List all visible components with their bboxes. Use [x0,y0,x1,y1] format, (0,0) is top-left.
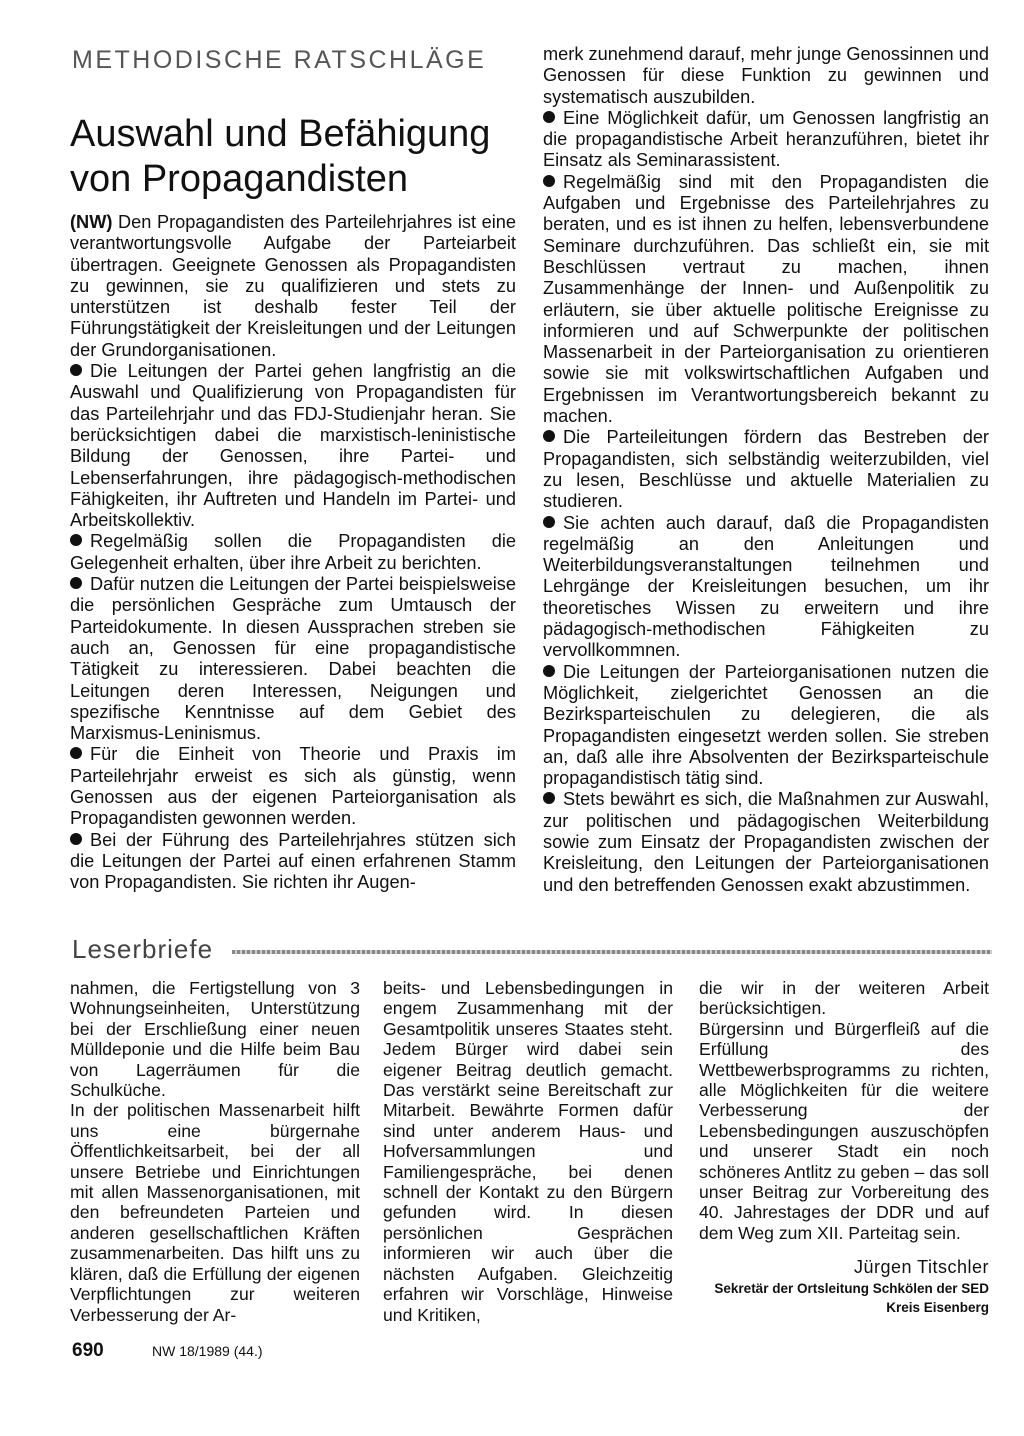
bullet-paragraph: Sie achten auch darauf, daß die Propagandisten regelmäßig an den Anleitungen und Weiterbildungsveranstaltungen teilnehmen und Lehrgänge der Kreisleitungen besuchen, um ihr theoretisches Wissen zu erweitern und ihre pädagogisch-methodischen Fähigkeiten zu vervollkommnen. [543,512,989,661]
lead-tag: (NW) [70,212,113,232]
bullet-icon [70,577,82,589]
bullet-paragraph: Die Leitungen der Partei gehen langfristig an die Auswahl und Qualifizierung von Propagandisten für das Parteilehrjahr und das FDJ-Studienjahr heran. Sie berücksichtigen dabei die marxistisch-leninistische Bildung der Genossen, ihre Partei- und Lebenserfahrungen, ihre pädagogisch-methodischen Fähigkeiten, ihr Auftreten und Handeln im Partei- und Arbeitskollektiv. [70,361,516,531]
bullet-icon [543,430,555,442]
signature-name: Jürgen Titschler [853,1257,989,1278]
bullet-icon [70,747,82,759]
letters-section-label: Leserbriefe [72,934,214,964]
article-column-right [543,44,989,896]
bullet-icon [70,833,82,845]
article-headline: Auswahl und Befähigung von Propagandisten [70,113,491,200]
bullet-paragraph: Dafür nutzen die Leitungen der Partei beispielsweise die persönlichen Gespräche zum Umtausch der Parteidokumente. In diesen Aussprachen streben sie auch an, Genossen für eine propagandistische Tätigkeit zu interessieren. Dabei beachten die Leitungen deren Interessen, Neigungen und spezifische Kenntnisse auf dem Gebiet des Marxismus-Leninismus. [70,574,516,744]
bullet-icon [70,364,82,376]
article-column-left [70,212,516,894]
section-kicker: METHODISCHE RATSCHLÄGE [72,46,487,74]
bullet-icon [543,175,555,187]
bullet-icon [543,516,555,528]
bullet-paragraph: Regelmäßig sind mit den Propagandisten die Aufgaben und Ergebnisse des Parteilehrjahres zu beraten, und es ist ihnen zu helfen, lebensverbundene Seminare durchzuführen. Das schließt ein, sie mit Beschlüssen vertraut zu machen, ihnen Zusammenhänge der Innen- und Außenpolitik zu erläutern, sie über aktuelle politische Ereignisse zu informieren und auf Schwerpunkte der politischen Massenarbeit in der Parteiorganisation zu orientieren sowie sie mit volkswirtschaftlichen Aufgaben und Ergebnissen im Verantwortungsbereich bekannt zu machen. [543,171,989,427]
signature-role: Sekretär der Ortsleitung Schkölen der SED [714,1280,989,1296]
continuation-paragraph: merk zunehmend darauf, mehr junge Genossinnen und Genossen für diese Funktion zu gewinnen und systematisch auszubilden. [543,44,989,107]
article-intro [70,212,516,361]
intro-text: Den Propagandisten des Parteilehrjahres ist eine verantwortungsvolle Aufgabe der Parteiarbeit übertragen. Geeignete Genossen als Propagandisten zu gewinnen, sie zu qualifizieren und stets zu unterstützen ist deshalb fester Teil der Führungstätigkeit der Kreisleitungen und der Leitungen der Grundorganisationen. [70,212,516,360]
letters-column-1: nahmen, die Fertigstellung von 3 Wohnungseinheiten, Unterstützung bei der Erschließung einer neuen Mülldeponie und die Hilfe beim Bau von Lagerräumen für die Schulküche. In der politischen Massenarbeit hilft uns eine bürgernahe Öffentlichkeitsarbeit, bei der all unsere Betriebe und Einrichtungen mit allen Massenorganisationen, mit den befreundeten Parteien und anderen gesellschaftlichen Kräften zusammenarbeiten. Das hilft uns zu klären, daß die Erfüllung der eigenen Verpflichtungen zur weiteren Verbesserung der Ar- [70,978,360,1325]
letters-column-2: beits- und Lebensbedingungen in engem Zusammenhang mit der Gesamtpolitik unseres Staates steht. Jedem Bürger wird dabei sein eigener Beitrag deutlich gemacht. Das verstärkt seine Bereitschaft zur Mitarbeit. Bewährte Formen dafür sind unter anderem Haus- und Hofversammlungen und Familiengespräche, bei denen schnell der Kontakt zu den Bürgern gefunden wird. In diesen persönlichen Gesprächen informieren wir auch über die nächsten Aufgaben. Gleichzeitig erfahren wir Vorschläge, Hinweise und Kritiken, [383,978,673,1325]
bullet-icon [543,665,555,677]
signature-location: Kreis Eisenberg [886,1299,989,1315]
bullet-icon [543,111,555,123]
issue-label: NW 18/1989 (44.) [152,1343,263,1359]
bullet-icon [70,534,82,546]
page-number: 690 [72,1340,104,1361]
bullet-paragraph: Für die Einheit von Theorie und Praxis im Parteilehrjahr erweist es sich als günstig, wenn Genossen aus der eigenen Parteiorganisation als Propagandisten gewonnen werden. [70,744,516,829]
bullet-paragraph: Bei der Führung des Parteilehrjahres stützen sich die Leitungen der Partei auf einen erfahrenen Stamm von Propagandisten. Sie richten ihr Augen- [70,829,516,893]
letters-column-3: die wir in der weiteren Arbeit berücksichtigen. Bürgersinn und Bürgerfleiß auf die Erfüllung des Wettbewerbsprogramms zu richten, alle Möglichkeiten für die weitere Verbesserung der Lebensbedingungen auszuschöpfen und unserer Stadt ein noch schöneres Antlitz zu geben – das soll unser Beitrag zur Vorbereitung des 40. Jahrestages der DDR und auf dem Weg zum XII. Parteitag sein. Jürgen Titschler Sekretär der Ortsleitung Schkölen der SED Kreis Eisenberg [699,978,989,1315]
bullet-paragraph: Die Leitungen der Parteiorganisationen nutzen die Möglichkeit, zielgerichtet Genossen an die Bezirksparteischulen zu delegieren, die als Propagandisten eingesetzt werden sollen. Sie streben an, daß alle ihre Absolventen der Bezirksparteischule propagandistisch tätig sind. [543,661,989,789]
bullet-paragraph: Eine Möglichkeit dafür, um Genossen langfristig an die propagandistische Arbeit heranzuführen, bietet ihr Einsatz als Seminarassistent. [543,107,989,171]
bullet-paragraph: Regelmäßig sollen die Propagandisten die Gelegenheit erhalten, über ihre Arbeit zu berichten. [70,531,516,573]
bullet-icon [543,792,555,804]
bullet-paragraph: Stets bewährt es sich, die Maßnahmen zur Auswahl, zur politischen und pädagogischen Weiterbildung sowie zum Einsatz der Propagandisten zwischen der Kreisleitung, den Leitungen der Parteiorganisationen und den betreffenden Genossen exakt abzustimmen. [543,789,989,895]
bullet-paragraph: Die Parteileitungen fördern das Bestreben der Propagandisten, sich selbständig weiterzubilden, viel zu lesen, Beschlüsse und aktuelle Materialien zu studieren. [543,427,989,512]
section-rule [232,950,992,954]
